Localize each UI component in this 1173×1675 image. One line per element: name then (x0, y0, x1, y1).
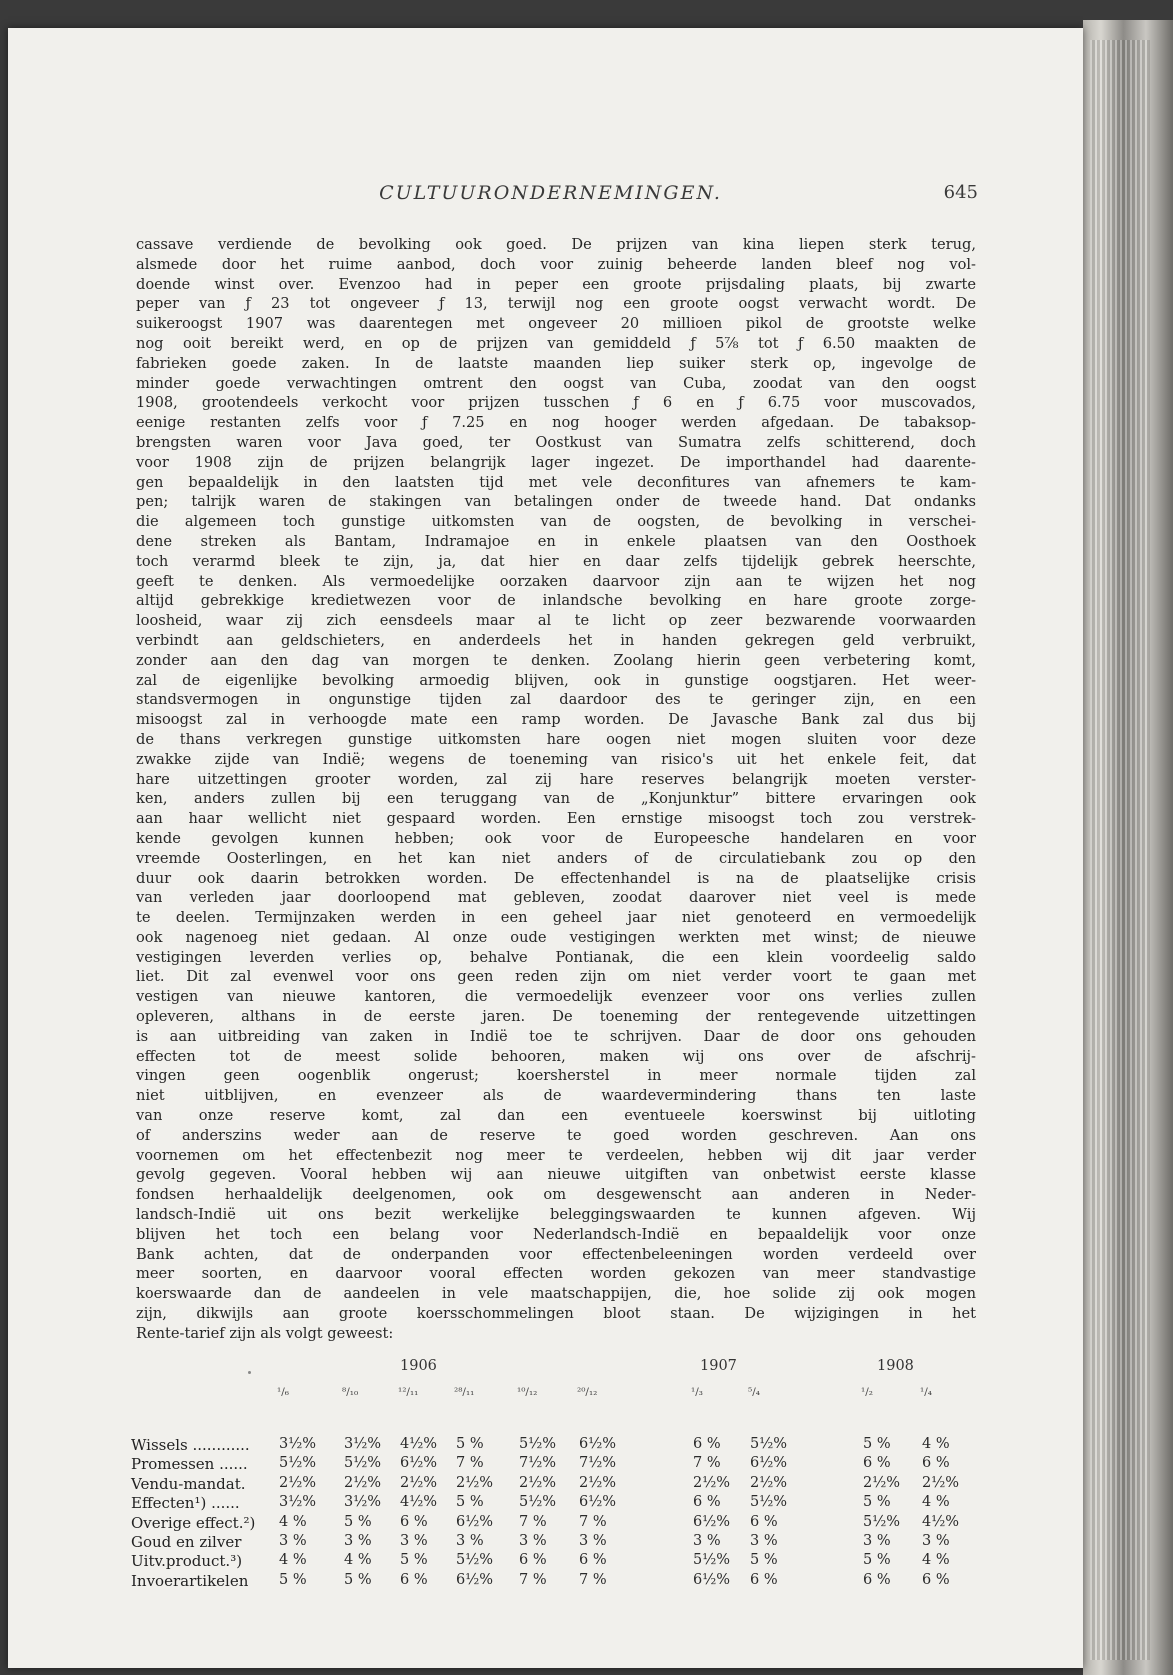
table-cell: 5½% (693, 1552, 731, 1569)
table-cell: 7 % (519, 1571, 547, 1588)
text-line: aan haar wellicht niet gespaard worden. Een ernstige misoogst toch zou verstrek- (136, 810, 976, 828)
table-cell: 4½% (400, 1436, 438, 1452)
table-date-header: ⁸/₁₀ (342, 1386, 359, 1398)
table-year-header: 1908 (877, 1358, 914, 1374)
text-line: ken, anders zullen bij een teruggang van de „Konjunktur” bittere ervaringen ook (136, 790, 976, 808)
text-line: vingen geen oogenblik ongerust; koersherstel in meer normale tijden zal (136, 1067, 976, 1085)
text-line: gevolg gegeven. Vooral hebben wij aan nieuwe uitgiften van onbetwist eerste klasse (136, 1166, 976, 1184)
table-date-header: ¹/₄ (920, 1386, 932, 1398)
table-cell: 6½% (456, 1513, 494, 1530)
table-cell: 5½% (279, 1455, 317, 1472)
table-cell: 2½% (922, 1474, 960, 1491)
book-page (8, 28, 1083, 1668)
table-row-label: Promessen ...... (131, 1455, 248, 1474)
text-line: vreemde Oosterlingen, en het kan niet anders of de circulatiebank zou op den (136, 849, 976, 867)
text-line: fabrieken goede zaken. In de laatste maanden liep suiker sterk op, ingevolge de (136, 354, 976, 372)
table-cell: 3½% (344, 1436, 382, 1452)
table-cell: 2½% (579, 1474, 617, 1491)
table-cell: 6½% (693, 1513, 731, 1530)
table-cell: 7 % (693, 1455, 721, 1472)
text-line: is aan uitbreiding van zaken in Indië toe te schrijven. Daar de door ons gehouden (136, 1027, 976, 1045)
text-line: fondsen herhaaldelijk deelgenomen, ook om desgewenscht aan anderen in Neder- (136, 1186, 976, 1204)
table-row-label: Effecten¹) ...... (131, 1494, 240, 1513)
table-cell: 7½% (579, 1455, 617, 1472)
table-date-header: ¹⁰/₁₂ (517, 1386, 538, 1398)
text-line: landsch-Indië uit ons bezit werkelijke beleggingswaarden te kunnen afgeven. Wij (136, 1206, 976, 1224)
table-cell: 6½% (693, 1571, 731, 1588)
text-line: hare uitzettingen grooter worden, zal zij hare reserves belangrijk moeten verster- (136, 770, 976, 788)
table-row-label: Wissels ............ (131, 1436, 250, 1454)
text-line: zal de eigenlijke bevolking armoedig blijven, ook in gunstige oogstjaren. Het weer- (136, 671, 976, 689)
table-cell: 5 % (456, 1436, 484, 1452)
text-line: van onze reserve komt, zal dan een eventueele koerswinst bij uitloting (136, 1107, 976, 1125)
text-line: de thans verkregen gunstige uitkomsten hare oogen niet mogen sluiten voor deze (136, 730, 976, 748)
table-cell: 6 % (579, 1552, 607, 1569)
table-cell: 3 % (456, 1533, 484, 1549)
table-date-header: ¹/₃ (691, 1386, 703, 1398)
text-line: voor 1908 zijn de prijzen belangrijk lager ingezet. De importhandel had daarente- (136, 453, 976, 471)
table-cell: 7 % (519, 1513, 547, 1530)
table-cell: 6 % (863, 1571, 891, 1588)
text-line: eenige restanten zelfs voor ƒ 7.25 en nog hooger werden afgedaan. De tabaksop- (136, 414, 976, 432)
table-cell: 3 % (863, 1533, 891, 1549)
text-line: te deelen. Termijnzaken werden in een geheel jaar niet genoteerd en vermoedelijk (136, 909, 976, 927)
text-line: Rente-tarief zijn als volgt geweest: (136, 1324, 394, 1342)
table-date-header: ¹²/₁₁ (398, 1386, 419, 1398)
table-cell: 2½% (456, 1474, 494, 1491)
text-line: Bank achten, dat de onderpanden voor effectenbeleeningen worden verdeeld over (136, 1245, 976, 1263)
table-cell: 2½% (279, 1474, 317, 1491)
text-line: niet uitblijven, en evenzeer als de waardevermindering thans ten laste (136, 1087, 976, 1105)
table-year-header: 1906 (400, 1358, 437, 1374)
text-line: blijven het toch een belang voor Nederlandsch-Indië en bepaaldelijk voor onze (136, 1225, 976, 1243)
table-cell: 6½% (579, 1436, 617, 1452)
table-cell: 3 % (400, 1533, 428, 1549)
text-line: koerswaarde dan de aandeelen in vele maatschappijen, die, hoe solide zij ook mogen (136, 1285, 976, 1303)
table-row-label: Goud en zilver (131, 1533, 242, 1551)
table-row-label: Uitv.product.³) (131, 1552, 243, 1571)
table-cell: 5½% (519, 1436, 557, 1452)
table-cell: 3 % (344, 1533, 372, 1549)
chapter-title: CULTUURONDERNEMINGEN. (379, 182, 722, 204)
table-cell: 4 % (922, 1436, 950, 1452)
table-date-header: ¹/₂ (861, 1386, 873, 1398)
table-cell: 6½% (400, 1455, 438, 1472)
table-cell: 3 % (922, 1533, 950, 1549)
table-cell: 5½% (750, 1436, 788, 1452)
text-line: toch verarmd bleek te zijn, ja, dat hier en daar zelfs tijdelijk gebrek heerschte, (136, 552, 976, 570)
text-line: kende gevolgen kunnen hebben; ook voor de Europeesche handelaren en voor (136, 829, 976, 847)
table-cell: 5 % (750, 1552, 778, 1569)
text-line: vestigen van nieuwe kantoren, die vermoedelijk evenzeer voor ons verlies zullen (136, 988, 976, 1006)
table-cell: 5½% (344, 1455, 382, 1472)
table-year-header: 1907 (700, 1358, 737, 1374)
table-cell: 3 % (693, 1533, 721, 1549)
table-cell: 5 % (344, 1571, 372, 1588)
table-cell: 5 % (863, 1436, 891, 1452)
table-cell: 2½% (400, 1474, 438, 1491)
table-row-label: Vendu-mandat. (131, 1474, 246, 1493)
text-line: pen; talrijk waren de stakingen van betalingen onder de tweede hand. Dat ondanks (136, 493, 976, 511)
table-cell: 2½% (693, 1474, 731, 1491)
table-cell: 3 % (579, 1533, 607, 1549)
table-cell: 4½% (400, 1494, 438, 1511)
table-date-header: ¹/₆ (277, 1386, 289, 1398)
text-line: brengsten waren voor Java goed, ter Oostkust van Sumatra zelfs schitterend, doch (136, 433, 976, 451)
text-line: effecten tot de meest solide behooren, maken wij ons over de afschrij- (136, 1047, 976, 1065)
text-line: voornemen om het effectenbezit nog meer te verdeelen, hebben wij dit jaar verder (136, 1146, 976, 1164)
table-cell: 5 % (279, 1571, 307, 1588)
text-line: ook nagenoeg niet gedaan. Al onze oude vestigingen werkten met winst; de nieuwe (136, 928, 976, 946)
text-line: dene streken als Bantam, Indramajoe en in enkele plaatsen van den Oosthoek (136, 532, 976, 550)
table-mark (248, 1371, 251, 1374)
table-cell: 4 % (922, 1494, 950, 1511)
table-cell: 7 % (456, 1455, 484, 1472)
table-cell: 6 % (519, 1552, 547, 1569)
page-number: 645 (943, 182, 978, 203)
text-line: peper van ƒ 23 tot ongeveer ƒ 13, terwijl nog een groote oogst verwacht wordt. De (136, 295, 976, 313)
table-cell: 6 % (922, 1571, 950, 1588)
text-line: doende winst over. Evenzoo had in peper een groote prijsdaling plaats, bij zwarte (136, 275, 976, 293)
table-cell: 3 % (750, 1533, 778, 1549)
table-cell: 2½% (863, 1474, 901, 1491)
table-cell: 5½% (863, 1513, 901, 1530)
table-cell: 4 % (344, 1552, 372, 1569)
table-cell: 7 % (579, 1513, 607, 1530)
text-line: van verleden jaar doorloopend mat gebleven, zoodat daarover niet veel is mede (136, 889, 976, 907)
table-cell: 3½% (279, 1494, 317, 1511)
interest-rate-table (8, 28, 1083, 1668)
table-cell: 6½% (579, 1494, 617, 1511)
table-row-label: Overige effect.²) (131, 1513, 256, 1532)
table-cell: 3 % (519, 1533, 547, 1549)
text-line: verbindt aan geldschieters, en anderdeels het in handen gekregen geld verbruikt, (136, 631, 976, 649)
table-cell: 6 % (693, 1494, 721, 1511)
table-cell: 2½% (519, 1474, 557, 1491)
table-cell: 5 % (863, 1552, 891, 1569)
text-line: nog ooit bereikt werd, en op de prijzen van gemiddeld ƒ 5⅞ tot ƒ 6.50 maakten de (136, 334, 976, 352)
text-line: vestigingen leverden verlies op, behalve Pontianak, die een klein voordeelig saldo (136, 948, 976, 966)
table-cell: 5 % (863, 1494, 891, 1511)
text-line: of anderszins weder aan de reserve te goed worden geschreven. Aan ons (136, 1126, 976, 1144)
text-line: opleveren, althans in de eerste jaren. De toeneming der rentegevende uitzettingen (136, 1008, 976, 1026)
table-date-header: ²⁸/₁₁ (454, 1386, 475, 1398)
text-line: liet. Dit zal evenwel voor ons geen reden zijn om niet verder voort te gaan met (136, 968, 976, 986)
table-date-header: ²⁰/₁₂ (577, 1386, 598, 1398)
table-row-label: Invoerartikelen (131, 1571, 249, 1590)
table-date-header: ⁵/₄ (748, 1386, 760, 1398)
text-line: zijn, dikwijls aan groote koersschommelingen bloot staan. De wijzigingen in het (136, 1305, 976, 1323)
table-cell: 6 % (922, 1455, 950, 1472)
table-cell: 6 % (750, 1513, 778, 1530)
page-edges (1090, 40, 1150, 1660)
table-cell: 6 % (693, 1436, 721, 1452)
table-cell: 7½% (519, 1455, 557, 1472)
text-line: suikeroogst 1907 was daarentegen met ongeveer 20 millioen pikol de grootste welke (136, 315, 976, 333)
table-cell: 4½% (922, 1513, 960, 1530)
text-line: loosheid, waar zij zich eensdeels maar al te licht op zeer bezwarende voorwaarden (136, 612, 976, 630)
text-line: 1908, grootendeels verkocht voor prijzen tusschen ƒ 6 en ƒ 6.75 voor muscovados, (136, 394, 976, 412)
table-cell: 6 % (400, 1571, 428, 1588)
table-cell: 4 % (922, 1552, 950, 1569)
text-line: geeft te denken. Als vermoedelijke oorzaken daarvoor zijn aan te wijzen het nog (136, 572, 976, 590)
table-cell: 6½% (456, 1571, 494, 1588)
table-cell: 3 % (279, 1533, 307, 1549)
table-cell: 4 % (279, 1513, 307, 1530)
text-line: die algemeen toch gunstige uitkomsten van de oogsten, de bevolking in verschei- (136, 513, 976, 531)
table-cell: 3½% (344, 1494, 382, 1511)
table-cell: 6½% (750, 1455, 788, 1472)
table-cell: 5½% (750, 1494, 788, 1511)
table-cell: 6 % (863, 1455, 891, 1472)
text-line: misoogst zal in verhoogde mate een ramp worden. De Javasche Bank zal dus bij (136, 711, 976, 729)
table-cell: 5 % (344, 1513, 372, 1530)
table-cell: 6 % (750, 1571, 778, 1588)
table-cell: 4 % (279, 1552, 307, 1569)
text-line: minder goede verwachtingen omtrent den oogst van Cuba, zoodat van den oogst (136, 374, 976, 392)
text-line: zwakke zijde van Indië; wegens de toeneming van risico's uit het enkele feit, dat (136, 750, 976, 768)
text-line: cassave verdiende de bevolking ook goed. De prijzen van kina liepen sterk terug, (136, 236, 976, 253)
text-line: alsmede door het ruime aanbod, doch voor zuinig beheerde landen bleef nog vol- (136, 255, 976, 273)
table-cell: 2½% (344, 1474, 382, 1491)
table-cell: 5½% (519, 1494, 557, 1511)
table-cell: 5 % (456, 1494, 484, 1511)
text-line: meer soorten, en daarvoor vooral effecten worden gekozen van meer standvastige (136, 1265, 976, 1283)
table-cell: 2½% (750, 1474, 788, 1491)
text-line: standsvermogen in ongunstige tijden zal daardoor des te geringer zijn, en een (136, 691, 976, 709)
table-cell: 5½% (456, 1552, 494, 1569)
table-cell: 3½% (279, 1436, 317, 1452)
table-cell: 6 % (400, 1513, 428, 1530)
text-line: duur ook daarin betrokken worden. De effectenhandel is na de plaatselijke crisis (136, 869, 976, 887)
table-cell: 5 % (400, 1552, 428, 1569)
table-cell: 7 % (579, 1571, 607, 1588)
text-line: zonder aan den dag van morgen te denken. Zoolang hierin geen verbetering komt, (136, 651, 976, 669)
text-line: gen bepaaldelijk in den laatsten tijd met vele deconfitures van afnemers te kam- (136, 473, 976, 491)
text-line: altijd gebrekkige kredietwezen voor de inlandsche bevolking en hare groote zorge- (136, 592, 976, 610)
